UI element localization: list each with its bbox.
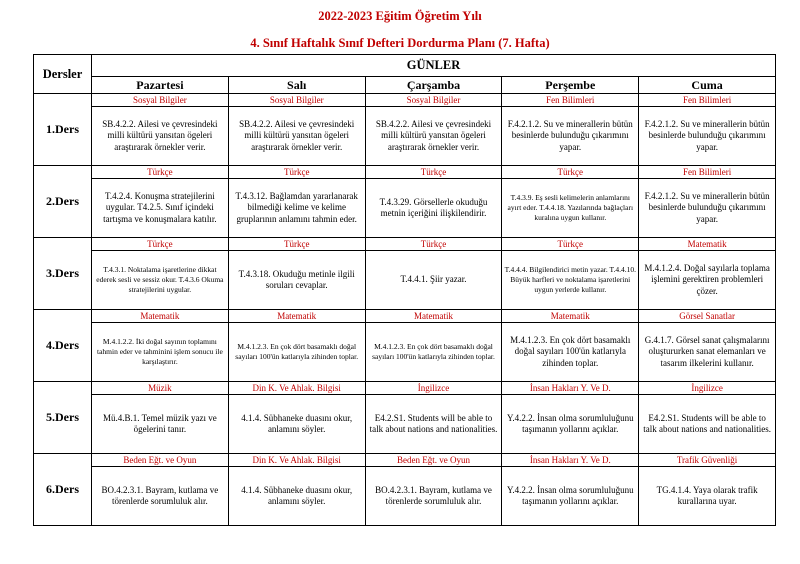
subject-cell: Türkçe — [92, 166, 229, 179]
objective-cell: BO.4.2.3.1. Bayram, kutlama ve törenlerde sorumluluk alır. — [92, 467, 229, 526]
subject-cell: Fen Bilimleri — [639, 166, 776, 179]
subject-cell: Fen Bilimleri — [639, 94, 776, 107]
objective-cell: 4.1.4. Sübhaneke duasını okur, anlamını söyler. — [228, 395, 365, 454]
subject-cell: Fen Bilimleri — [502, 94, 639, 107]
objective-cell: Mü.4.B.1. Temel müzik yazı ve ögelerini tanır. — [92, 395, 229, 454]
content-row-5 — [34, 395, 776, 454]
objective-cell: T.4.2.4. Konuşma stratejilerini uygular. T4.2.5. Sınıf içindeki tartışma ve konuşmalara katılır. — [92, 179, 229, 238]
objective-cell: Y.4.2.2. İnsan olma sorumluluğunu taşımanın yollarını açıklar. — [502, 467, 639, 526]
content-row-6 — [34, 467, 776, 526]
subject-cell: Matematik — [502, 310, 639, 323]
subject-cell: Matematik — [228, 310, 365, 323]
objective-cell: T.4.3.29. Görsellerle okuduğu metnin içeriğini ilişkilendirir. — [365, 179, 502, 238]
objective-cell: M.4.1.2.3. En çok dört basamaklı doğal sayıları 100'ün katlarıyla zihinden toplar. — [365, 323, 502, 382]
objective-cell: E4.2.S1. Students will be able to talk about nations and nationalities. — [365, 395, 502, 454]
objective-cell: G.4.1.7. Görsel sanat çalışmalarını oluştururken sanat elemanları ve tasarım ilkelerini kullanır. — [639, 323, 776, 382]
subject-cell: Sosyal Bilgiler — [92, 94, 229, 107]
subject-cell: Türkçe — [92, 238, 229, 251]
objective-cell: T.4.3.12. Bağlamdan yararlanarak bilmediği kelime ve kelime gruplarının anlamını tahmin eder. — [228, 179, 365, 238]
subject-cell: İnsan Hakları Y. Ve D. — [502, 382, 639, 395]
subject-row-5 — [34, 382, 776, 395]
day-header-pazartesi: Pazartesi — [92, 77, 229, 94]
day-header-carsamba: Çarşamba — [365, 77, 502, 94]
content-row-1 — [34, 107, 776, 166]
subject-cell: Sosyal Bilgiler — [365, 94, 502, 107]
objective-cell: F.4.2.1.2. Su ve minerallerin bütün besinlerde bulunduğu çıkarımını yapar. — [639, 107, 776, 166]
subject-row-6 — [34, 454, 776, 467]
dersler-header: Dersler — [34, 55, 92, 94]
subject-cell: Sosyal Bilgiler — [228, 94, 365, 107]
day-header-cuma: Cuma — [639, 77, 776, 94]
objective-cell: T.4.3.9. Eş sesli kelimelerin anlamlarını ayırt eder. T.4.4.18. Yazılarında bağlaçları kuralına uygun kullanır. — [502, 179, 639, 238]
objective-cell: E4.2.S1. Students will be able to talk about nations and nationalities. — [639, 395, 776, 454]
subject-row-1 — [34, 94, 776, 107]
content-row-2 — [34, 179, 776, 238]
objective-cell: M.4.1.2.2. İki doğal sayının toplamını tahmin eder ve tahminini işlem sonucu ile karşılaştırır. — [92, 323, 229, 382]
objective-cell: Y.4.2.2. İnsan olma sorumluluğunu taşımanın yollarını açıklar. — [502, 395, 639, 454]
gunler-header: GÜNLER — [92, 55, 776, 77]
subject-row-3 — [34, 238, 776, 251]
content-row-4 — [34, 323, 776, 382]
lesson-label: 1.Ders — [34, 94, 92, 166]
subject-cell: Türkçe — [228, 166, 365, 179]
subject-cell: Görsel Sanatlar — [639, 310, 776, 323]
weekly-plan-table — [33, 54, 776, 526]
subject-cell: Din K. Ve Ahlak. Bilgisi — [228, 454, 365, 467]
objective-cell: F.4.2.1.2. Su ve minerallerin bütün besinlerde bulunduğu çıkarımını yapar. — [502, 107, 639, 166]
lesson-label: 4.Ders — [34, 310, 92, 382]
objective-cell: T.4.4.1. Şiir yazar. — [365, 251, 502, 310]
subject-cell: Türkçe — [502, 166, 639, 179]
objective-cell: SB.4.2.2. Ailesi ve çevresindeki milli kültürü yansıtan ögeleri araştırarak örnekler verir. — [92, 107, 229, 166]
content-row-3 — [34, 251, 776, 310]
subject-cell: Türkçe — [228, 238, 365, 251]
subject-cell: Beden Eğt. ve Oyun — [365, 454, 502, 467]
day-header-persembe: Perşembe — [502, 77, 639, 94]
objective-cell: M.4.1.2.3. En çok dört basamaklı doğal sayıları 100'ün katlarıyla zihinden toplar. — [502, 323, 639, 382]
subject-cell: Matematik — [92, 310, 229, 323]
subject-row-4 — [34, 310, 776, 323]
subject-cell: İngilizce — [639, 382, 776, 395]
page-subtitle: 4. Sınıf Haftalık Sınıf Defteri Dordurma Planı (7. Hafta) — [250, 36, 550, 50]
subject-cell: İnsan Hakları Y. Ve D. — [502, 454, 639, 467]
lesson-label: 6.Ders — [34, 454, 92, 526]
objective-cell: SB.4.2.2. Ailesi ve çevresindeki milli kültürü yansıtan ögeleri araştırarak örnekler verir. — [228, 107, 365, 166]
subject-cell: Din K. Ve Ahlak. Bilgisi — [228, 382, 365, 395]
objective-cell: T.4.4.4. Bilgilendirici metin yazar. T.4.4.10. Büyük harfleri ve noktalama işaretlerini uygun yerlerde kullanır. — [502, 251, 639, 310]
page-title: 2022-2023 Eğitim Öğretim Yılı — [318, 9, 482, 23]
subject-cell: Türkçe — [365, 166, 502, 179]
objective-cell: M.4.1.2.4. Doğal sayılarla toplama işlemini gerektiren problemleri çözer. — [639, 251, 776, 310]
objective-cell: 4.1.4. Sübhaneke duasını okur, anlamını söyler. — [228, 467, 365, 526]
lesson-label: 5.Ders — [34, 382, 92, 454]
subject-cell: Matematik — [365, 310, 502, 323]
objective-cell: TG.4.1.4. Yaya olarak trafik kurallarına uyar. — [639, 467, 776, 526]
subject-cell: Beden Eğt. ve Oyun — [92, 454, 229, 467]
objective-cell: M.4.1.2.3. En çok dört basamaklı doğal sayıları 100'ün katlarıyla zihinden toplar. — [228, 323, 365, 382]
subject-cell: Trafik Güvenliği — [639, 454, 776, 467]
subject-cell: İngilizce — [365, 382, 502, 395]
subject-cell: Müzik — [92, 382, 229, 395]
subject-row-2 — [34, 166, 776, 179]
subject-cell: Matematik — [639, 238, 776, 251]
day-header-sali: Salı — [228, 77, 365, 94]
lesson-label: 2.Ders — [34, 166, 92, 238]
objective-cell: SB.4.2.2. Ailesi ve çevresindeki milli kültürü yansıtan ögeleri araştırarak örnekler verir. — [365, 107, 502, 166]
objective-cell: T.4.3.1. Noktalama işaretlerine dikkat ederek sesli ve sessiz okur. T.4.3.6 Okuma stratejilerini uygular. — [92, 251, 229, 310]
lesson-label: 3.Ders — [34, 238, 92, 310]
subject-cell: Türkçe — [365, 238, 502, 251]
objective-cell: T.4.3.18. Okuduğu metinle ilgili soruları cevaplar. — [228, 251, 365, 310]
objective-cell: BO.4.2.3.1. Bayram, kutlama ve törenlerde sorumluluk alır. — [365, 467, 502, 526]
objective-cell: F.4.2.1.2. Su ve minerallerin bütün besinlerde bulunduğu çıkarımını yapar. — [639, 179, 776, 238]
subject-cell: Türkçe — [502, 238, 639, 251]
